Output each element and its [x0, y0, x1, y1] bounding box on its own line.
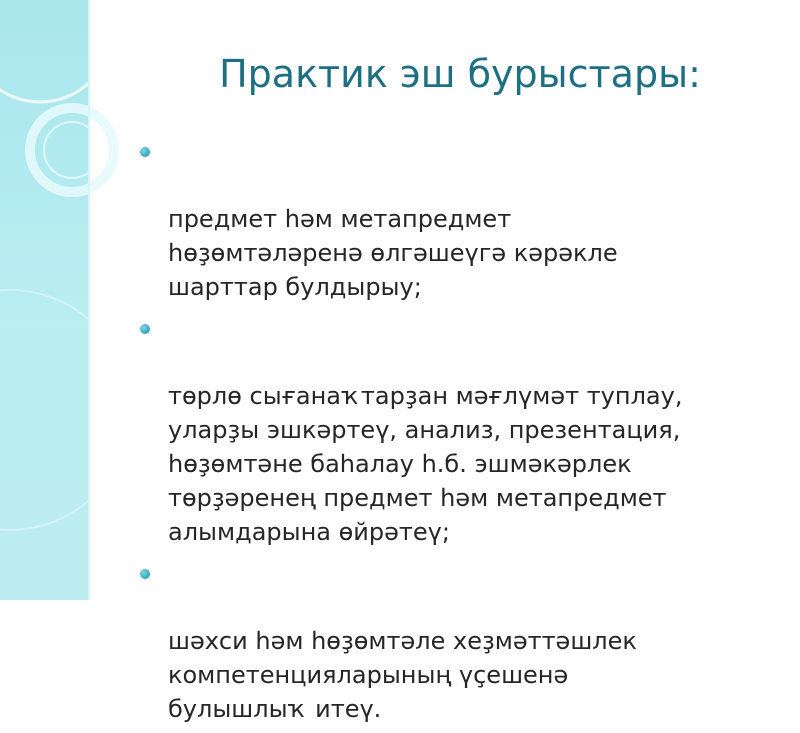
bullet-list	[140, 134, 760, 733]
bullet-icon	[140, 147, 150, 157]
bullet-icon	[140, 569, 150, 579]
bullet-text: предмет һәм метапредмет һөҙөмтәләренә өлгәшеүгә кәрәкле шарттар булдырыу;	[168, 205, 618, 301]
list-item	[140, 311, 760, 549]
slide-title: Практик эш бурыстары:	[219, 52, 701, 96]
bullet-text: шәхси һәм һөҙөмтәле хеҙмәттәшлек компетенцияларының үҫешенә булышлыҡ итеү.	[168, 627, 637, 723]
decorative-side-panel	[0, 0, 88, 600]
decorative-circles	[0, 0, 88, 600]
bullet-text: төрлө сығанаҡтарҙан мәғлүмәт туплау, уларҙы эшкәртеү, анализ, презентация, һөҙөмтәне баһалау һ.б. эшмәкәрлек төрҙәренең предмет һәм метапредмет алымдарына өйрәтеү;	[168, 382, 683, 546]
list-item	[140, 556, 760, 726]
bullet-icon	[140, 324, 150, 334]
panel-divider	[88, 0, 90, 600]
list-item	[140, 134, 760, 304]
